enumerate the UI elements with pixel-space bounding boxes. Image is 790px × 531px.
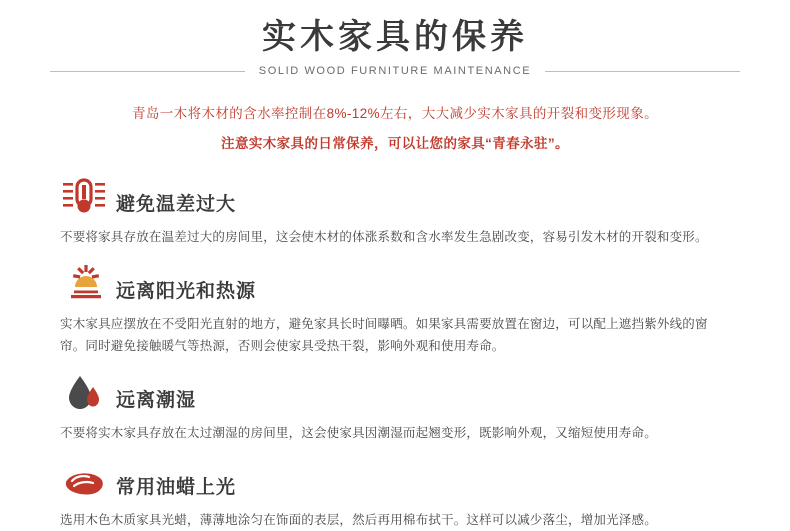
sun-icon (60, 264, 116, 306)
page-title: 实木家具的保养 (262, 17, 528, 57)
intro-block (0, 103, 790, 155)
subtitle-row (0, 61, 790, 81)
header (0, 0, 790, 81)
tip-header (60, 373, 730, 415)
sponge-wax-icon-svg (60, 460, 112, 502)
tip-title: 常用油蜡上光 (116, 476, 237, 499)
water-drop-icon-svg (60, 373, 112, 415)
tip-title: 避免温差过大 (116, 193, 237, 216)
tip-section (60, 460, 730, 531)
tip-body: 选用木色木质家具光蜡，薄薄地涂匀在饰面的表层，然后再用棉布拭干。这样可以减少落尘，增加光泽感。 (60, 513, 657, 528)
tip-title: 远离潮湿 (116, 389, 197, 412)
tip-body: 不要将实木家具存放在太过潮湿的房间里，这会使家具因潮湿而起翘变形，既影响外观，又缩短使用寿命。 (60, 426, 657, 441)
tip-body: 实木家具应摆放在不受阳光直射的地方，避免家具长时间曝晒。如果家具需要放置在窗边，可以配上遮挡紫外线的窗帘。同时避免接触暖气等热源，否则会使家具受热干裂，影响外观和使用寿命。 (60, 317, 708, 354)
tip-header (60, 460, 730, 502)
thermometer-icon (60, 177, 116, 219)
thermometer-icon-svg (60, 177, 112, 219)
sponge-wax-icon (60, 460, 116, 502)
water-drop-icon (60, 373, 116, 415)
tips-list (0, 177, 790, 531)
sun-icon-svg (60, 264, 112, 306)
tip-section (60, 264, 730, 357)
tip-header (60, 177, 730, 219)
page-subtitle: SOLID WOOD FURNITURE MAINTENANCE (245, 61, 545, 81)
tip-header (60, 264, 730, 306)
tip-body: 不要将家具存放在温差过大的房间里，这会使木材的体涨系数和含水率发生急剧改变，容易引发木材的开裂和变形。 (60, 230, 708, 245)
intro-line-1: 青岛一木将木材的含水率控制在8%-12%左右，大大减少实木家具的开裂和变形现象。 (131, 106, 659, 122)
tip-title: 远离阳光和热源 (116, 280, 257, 303)
tip-section (60, 177, 730, 248)
tip-section (60, 373, 730, 444)
intro-line-2: 注意实木家具的日常保养，可以让您的家具“青春永驻”。 (221, 136, 569, 152)
